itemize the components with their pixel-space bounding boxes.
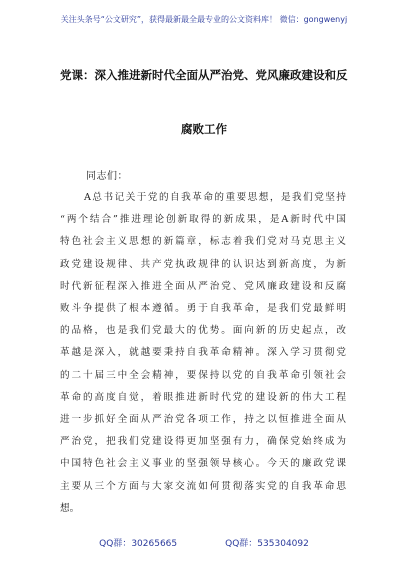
document-title-line-1: 党课：深入推进新时代全面从严治党、党风廉政建设和反	[60, 68, 348, 82]
footer-qq-group-2: QQ群：535304092	[225, 539, 309, 549]
body-line: 革越是深入，就越要秉持自我革命精神。深入学习贯彻党	[60, 347, 346, 359]
body-line: 败斗争提供了根本遵循。勇于自我革命，是我们党最鲜明	[60, 303, 346, 314]
body-line: 中国特色社会主义事业的坚强领导核心。今天的廉政党课	[60, 458, 346, 470]
body-line: 特色社会主义思想的新篇章，标志着我们党对马克思主义	[60, 236, 346, 248]
body-line: 想。	[60, 502, 80, 514]
footer-qq-group-1: QQ群：30265665	[99, 539, 178, 549]
body-line: 进一步抓好全面从严治党各项工作，持之以恒推进全面从	[60, 414, 346, 425]
body-line: A总书记关于党的自我革命的重要思想，是我们党坚持	[84, 192, 346, 203]
body-line: 政党建设规律、共产党执政规律的认识达到新高度，为新	[60, 258, 346, 270]
body-line: 时代新征程深入推进全面从严治党、党风廉政建设和反腐	[60, 280, 346, 292]
body-line: 的品格，也是我们党最大的优势。面向新的历史起点，改	[60, 325, 346, 337]
body-line: 主要从三个方面与大家交流如何贯彻落实党的自我革命思	[60, 480, 346, 492]
header-promo-note: 关注头条号“公文研究”，获得最新最全最专业的公文资料库！ 微信：gongwenyj	[60, 15, 348, 24]
salutation: 同志们：	[86, 171, 128, 182]
body-line: “两个结合”推进理论创新取得的新成果，是A新时代中国	[60, 214, 346, 226]
body-line: 严治党，把我们党建设得更加坚强有力，确保党始终成为	[60, 436, 346, 448]
footer-contact	[0, 536, 408, 549]
body-line: 的二十届三中全会精神，要保持以党的自我革命引领社会	[60, 369, 346, 381]
document-title-line-2: 腐败工作	[181, 122, 227, 136]
body-line: 革命的高度自觉，着眼推进新时代党的建设新的伟大工程	[60, 391, 346, 403]
